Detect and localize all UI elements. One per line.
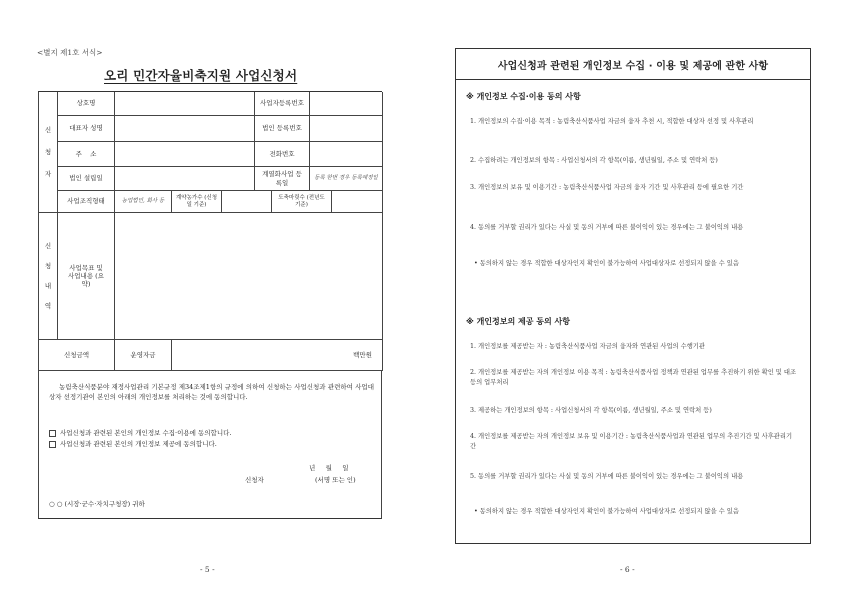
application-form-table	[38, 91, 382, 370]
form-title: 오리 민간자율비축지원 사업신청서	[104, 68, 298, 83]
phone-field[interactable]	[310, 142, 383, 167]
label-operating-fund: 운영자금	[115, 340, 172, 371]
business-plan-field[interactable]	[115, 213, 383, 340]
label-business-plan: 사업목표 및 사업내용 (요약)	[58, 213, 115, 340]
section2-heading: ※ 개인정보의 제공 동의 사항	[466, 317, 570, 326]
checkbox-label: 사업신청과 관련된 본인의 개인정보 제공에 동의합니다.	[60, 440, 217, 448]
amount-field[interactable]	[172, 340, 383, 371]
checkbox-icon[interactable]	[49, 441, 56, 448]
trade-name-field[interactable]	[115, 92, 255, 116]
label-business-reg-no: 사업자등록번호	[255, 92, 310, 116]
label-corp-established: 법인 설립일	[58, 167, 115, 191]
checkbox-icon[interactable]	[49, 430, 56, 437]
privacy-title-bar	[456, 49, 810, 80]
consent-checkbox-collection[interactable]	[49, 429, 231, 437]
corp-reg-no-field[interactable]	[310, 116, 383, 142]
privacy-notice-box	[455, 48, 811, 544]
side-char: 내	[44, 282, 52, 290]
section2-item: 5. 동의를 거부할 권리가 있다는 사실 및 동의 거부에 따른 불이익이 있는 경우에는 그 불이익의 내용	[470, 473, 744, 480]
label-phone: 전화번호	[255, 142, 310, 167]
label-business-type: 사업조직형태	[58, 191, 115, 213]
section1-item: 2. 수집하려는 개인정보의 항목 : 사업신청서의 각 항목(이름, 생년월일, 주소 및 연락처 등)	[470, 157, 718, 164]
side-label-applicant	[39, 92, 58, 213]
signature-label[interactable]: (서명 또는 인)	[315, 476, 356, 484]
form-label: <별지 제1호 서식>	[37, 48, 103, 57]
consent-box	[38, 370, 382, 519]
section1-item: 3. 개인정보의 보유 및 이용기간 : 농림축산식품사업 자금의 융자 기간 및 사후관리 등에 필요한 기간	[470, 184, 744, 191]
checkbox-label: 사업신청과 관련된 본인의 개인정보 수집·이용에 동의합니다.	[60, 429, 232, 437]
label-trade-name: 상호명	[58, 92, 115, 116]
section2-item: 1. 개인정보를 제공받는 자 : 농림축산식품사업 자금의 융자와 연관된 사업의 수행기관	[470, 343, 705, 350]
side-char: 역	[44, 302, 52, 311]
side-label-details	[39, 213, 58, 340]
business-type-value[interactable]: 농업법인, 회사 등	[115, 191, 172, 213]
representative-field[interactable]	[115, 116, 255, 142]
recipient-line: ○ ○ (시장·군수·자치구청장) 귀하	[49, 500, 145, 508]
section1-item: 4. 동의를 거부할 권리가 있다는 사실 및 동의 거부에 따른 불이익이 있는 경우에는 그 불이익의 내용	[470, 224, 744, 231]
page-number-left: - 5 -	[200, 565, 215, 574]
address-field[interactable]	[115, 142, 255, 167]
livestock-reg-note: 등록 한번 경우 등록예정일	[310, 167, 383, 191]
section2-item: 4. 개인정보를 제공받는 자의 개인정보 보유 및 이용기간 : 농림축산식품사업과 연관된 업무의 추진기간 및 사후관리기간	[470, 433, 793, 450]
section2-item: 2. 개인정보를 제공받는 자의 개인정보 이용 목적 : 농림축산식품사업 정책과 연관된 업무를 추진하기 위한 확인 및 대조 등의 업무처리	[470, 369, 797, 386]
side-char: 신	[44, 241, 52, 250]
unit-label: 백만원	[353, 350, 372, 359]
business-reg-no-field[interactable]	[310, 92, 383, 116]
label-address: 주 소	[58, 142, 115, 167]
privacy-title: 사업신청과 관련된 개인정보 수집 · 이용 및 제공에 관한 사항	[497, 60, 769, 72]
page-number-right: - 6 -	[620, 565, 635, 574]
consent-checkbox-provision[interactable]	[49, 440, 217, 448]
section1-heading: ※ 개인정보 수집·이용 동의 사항	[466, 92, 581, 101]
label-livestock-reg: 계열화사업 등록일	[255, 167, 310, 191]
contract-farms-field[interactable]	[222, 191, 272, 213]
side-char: 신	[44, 125, 52, 134]
corp-established-field[interactable]	[115, 167, 255, 191]
slaughter-count-field[interactable]	[332, 191, 383, 213]
consent-text: 농림축산식품분야 재정사업관리 기본규정 제34조제1항의 규정에 의하여 신청하는 사업신청과 관련하여 사업대상자 선정기관이 본인의 아래의 개인정보를 처리하는 것에 동의합니다.	[49, 383, 374, 402]
date-line: 년 월 일	[309, 464, 349, 472]
section1-item: 1. 개인정보의 수집·이용 목적 : 농림축산식품사업 자금의 융자 추천 시, 적합한 대상자 선정 및 사후관리	[470, 118, 754, 125]
section2-item: 3. 제공하는 개인정보의 항목 : 사업신청서의 각 항목(이름, 생년월일, 주소 및 연락처 등)	[470, 407, 712, 414]
label-representative: 대표자 성명	[58, 116, 115, 142]
label-contract-farms: 계약농가수 (신청일 기준)	[172, 191, 222, 213]
label-slaughter-count: 도축마릿수 (전년도 기준)	[272, 191, 332, 213]
side-char: 청	[44, 147, 52, 156]
label-corp-reg-no: 법인 등록번호	[255, 116, 310, 142]
section2-item: • 동의하지 않는 경우 적합한 대상자인지 확인이 불가능하여 사업대상자로 선정되지 않을 수 있음	[474, 508, 739, 515]
side-char: 자	[44, 170, 52, 179]
section1-item: • 동의하지 않는 경우 적합한 대상자인지 확인이 불가능하여 사업대상자로 선정되지 않을 수 있음	[474, 260, 739, 267]
applicant-label: 신청자	[245, 476, 264, 484]
label-apply-amount: 신청금액	[39, 340, 115, 371]
side-char: 청	[44, 261, 52, 270]
